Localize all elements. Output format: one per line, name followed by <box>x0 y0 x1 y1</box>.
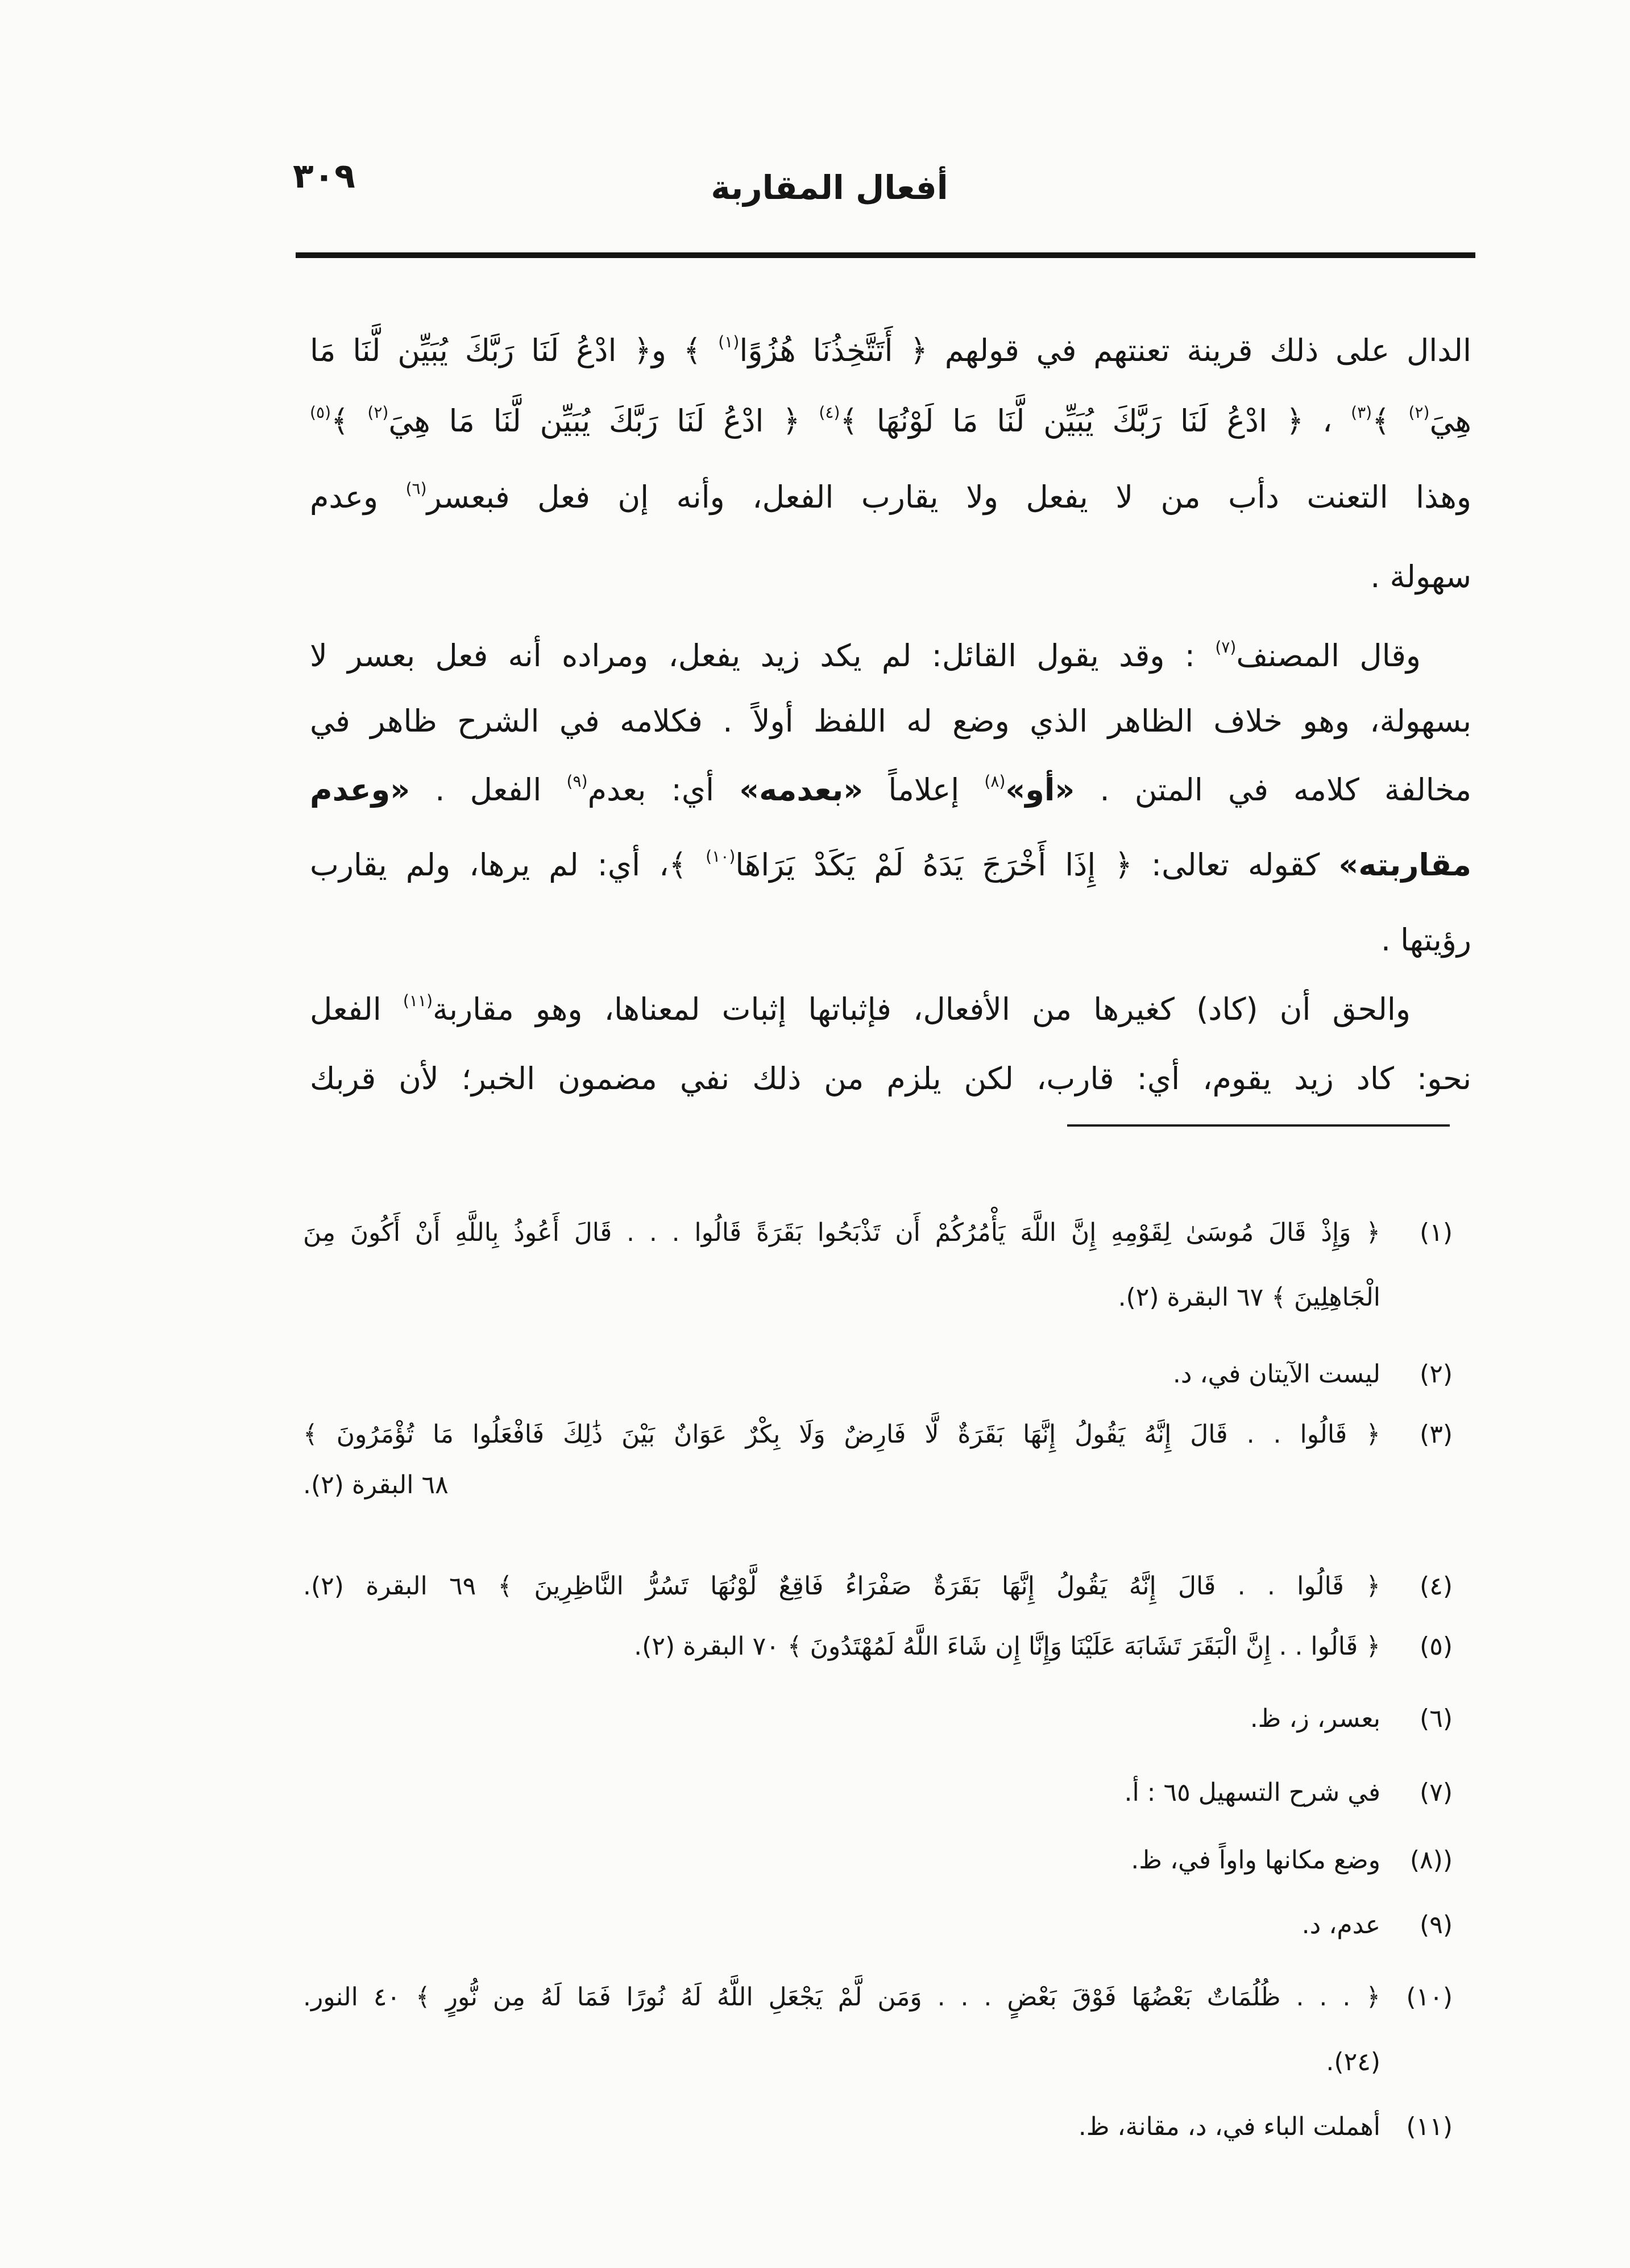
footnote-marker: (١١) <box>403 991 433 1011</box>
footnote-marker: (١) <box>718 333 740 352</box>
bold-term: «وعدم <box>310 772 410 808</box>
footnote-marker: (٥) <box>310 403 331 422</box>
page-number: ٣٠٩ <box>293 156 355 196</box>
footnote-number: (٦) <box>1420 1704 1453 1733</box>
body-line <box>310 756 1471 824</box>
footnote-number: (١١) <box>1406 2112 1453 2141</box>
footnote-number: (١٠) <box>1406 1983 1453 2012</box>
body-text: وعدم <box>310 479 406 515</box>
footnote-text: ﴿ . . . ظُلُمَاتٌ بَعْضُهَا فَوْقَ بَعْضٍ . . . وَمَن لَّمْ يَجْعَلِ اللَّهُ لَهُ نُورًا فَمَا لَهُ مِن نُّورٍ ﴾ ٤٠ النور. <box>303 1983 1380 2012</box>
body-text: وهذا التعنت دأب من لا يفعل ولا يقارب الفعل، وأنه إن فعل فبعسر <box>426 479 1471 515</box>
footnote-text: عدم، د. <box>1301 1910 1380 1939</box>
footnote-marker: (٦) <box>405 479 427 499</box>
footnote-marker: (٨) <box>984 772 1006 791</box>
body-text: إعلاماً <box>863 772 985 808</box>
footnote-number: (٣) <box>1420 1420 1453 1449</box>
body-text: ﴾ <box>1372 403 1409 439</box>
footnote-marker: (٢) <box>367 403 389 422</box>
footnote-text: ﴿ قَالُوا . . قَالَ إِنَّهُ يَقُولُ إِنَّهَا بَقَرَةٌ لَّا فَارِضٌ وَلَا بِكْرٌ عَوَانٌ بَيْنَ ذَٰلِكَ فَافْعَلُوا مَا تُؤْمَرُونَ ﴾ <box>303 1420 1380 1449</box>
body-text: الفعل <box>310 991 403 1027</box>
body-line <box>310 387 1471 455</box>
body-line <box>310 1045 1471 1113</box>
footnote-number: (٩) <box>1420 1910 1453 1939</box>
footnote-text: ٦٨ البقرة (٢). <box>303 1471 449 1499</box>
body-text: كقوله تعالى: ﴿ إِذَا أَخْرَجَ يَدَهُ لَمْ يَكَدْ يَرَاهَا <box>735 847 1339 883</box>
body-line <box>310 317 1471 385</box>
body-text: ﴾، أي: لم يرها، ولم يقارب <box>310 847 706 883</box>
footnote-text: بعسر، ز، ظ. <box>1250 1704 1380 1733</box>
footnote-separator <box>1067 1124 1450 1127</box>
bold-term: «بعدمه» <box>739 772 864 808</box>
body-text: بسهولة، وهو خلاف الظاهر الذي وضع له اللفظ أولاً . فكلامه في الشرح ظاهر في <box>310 703 1471 739</box>
body-text: والحق أن (كاد) كغيرها من الأفعال، فإثباتها إثبات لمعناها، وهو مقاربة <box>433 991 1411 1027</box>
footnote-number: (٧) <box>1420 1778 1453 1807</box>
body-line <box>310 463 1471 531</box>
footnote-marker: (٤) <box>819 403 840 422</box>
footnote-text: الْجَاهِلِينَ ﴾ ٦٧ البقرة (٢). <box>1118 1283 1380 1312</box>
footnote-text: ﴿ قَالُوا . . قَالَ إِنَّهُ يَقُولُ إِنَّهَا بَقَرَةٌ صَفْرَاءُ فَاقِعٌ لَّوْنُهَا تَسُرُّ النَّاظِرِينَ ﴾ ٦٩ البقرة (٢). <box>303 1572 1380 1601</box>
footnote-marker: (٩) <box>566 772 588 791</box>
body-line <box>310 975 1411 1044</box>
body-line <box>310 543 1471 611</box>
body-text: رؤيتها . <box>1380 922 1471 958</box>
body-text: مخالفة كلامه في المتن . <box>1075 772 1471 808</box>
running-title: أفعال المقاربة <box>711 168 948 207</box>
bold-term: مقاربته» <box>1338 847 1471 883</box>
body-text: ﴾ و﴿ ادْعُ لَنَا رَبَّكَ يُبَيِّن لَّنَا مَا <box>310 333 719 368</box>
body-text: ﴾ <box>331 403 368 439</box>
footnote-text: (٢٤). <box>1326 2047 1380 2076</box>
footnote-number: (٥) <box>1420 1632 1453 1661</box>
footnote-text: ﴿ وَإِذْ قَالَ مُوسَىٰ لِقَوْمِهِ إِنَّ اللَّهَ يَأْمُرُكُمْ أَن تَذْبَحُوا بَقَرَةً قَالُوا . . . قَالَ أَعُوذُ بِاللَّهِ أَنْ أَكُونَ مِنَ <box>303 1218 1380 1247</box>
bold-term: «أو» <box>1005 772 1075 808</box>
body-text: هِيَ <box>1429 403 1471 439</box>
body-text: : وقد يقول القائل: لم يكد زيد يفعل، ومراده أنه فعل بعسر لا <box>310 638 1216 674</box>
footnote-number: (٤) <box>1420 1572 1453 1601</box>
body-text: أي: بعدم <box>587 772 740 808</box>
body-line <box>310 906 1471 974</box>
body-line <box>310 687 1471 755</box>
body-text: الدال على ذلك قرينة تعنتهم في قولهم ﴿ أَتَتَّخِذُنَا هُزُوًا <box>739 333 1471 368</box>
body-line <box>310 831 1471 899</box>
body-text: ﴿ ادْعُ لَنَا رَبَّكَ يُبَيِّن لَّنَا مَا هِيَ <box>388 403 819 439</box>
body-text: نحو: كاد زيد يقوم، أي: قارب، لكن يلزم من ذلك نفي مضمون الخبر؛ لأن قربك <box>310 1061 1471 1096</box>
body-text: الفعل . <box>410 772 567 808</box>
footnote-text: ليست الآيتان في، د. <box>1172 1360 1380 1389</box>
body-line <box>310 622 1421 690</box>
body-text: سهولة . <box>1370 559 1471 595</box>
footnote-number: (١) <box>1420 1218 1453 1247</box>
footnote-marker: (١٠) <box>706 847 736 866</box>
footnote-text: أهملت الباء في، د، مقانة، ظ. <box>1078 2112 1380 2141</box>
body-text: وقال المصنف <box>1236 638 1421 674</box>
footnote-marker: (٧) <box>1215 638 1237 657</box>
footnote-text: في شرح التسهيل ٦٥ : أ. <box>1124 1778 1380 1807</box>
footnote-number: (٨)) <box>1409 1846 1453 1875</box>
body-text: ، ﴿ ادْعُ لَنَا رَبَّكَ يُبَيِّن لَّنَا مَا لَوْنُهَا ﴾ <box>840 403 1351 439</box>
footnote-number: (٢) <box>1420 1360 1453 1389</box>
footnote-marker: (٣) <box>1351 403 1372 422</box>
footnote-marker: (٢) <box>1408 403 1430 422</box>
footnote-text: ﴿ قَالُوا . . إِنَّ الْبَقَرَ تَشَابَهَ عَلَيْنَا وَإِنَّا إِن شَاءَ اللَّهُ لَمُهْتَدُونَ ﴾ ٧٠ البقرة (٢). <box>634 1632 1380 1661</box>
footnote-text: وضع مكانها واواً في، ظ. <box>1131 1846 1380 1875</box>
header-rule <box>296 252 1475 258</box>
